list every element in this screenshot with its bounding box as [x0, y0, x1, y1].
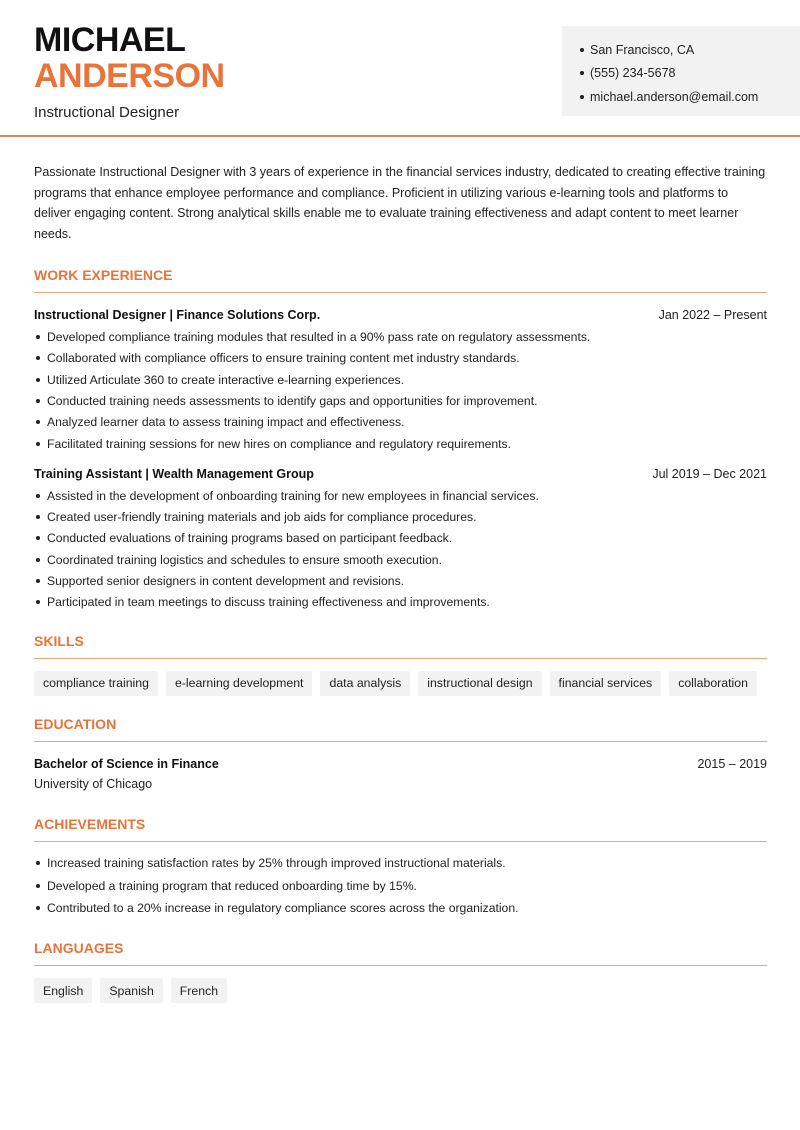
list-item — [34, 390, 767, 411]
summary: Passionate Instructional Designer with 3 years of experience in the financial services industry, dedicated to creating effective training programs that enhance employee performance and compliance. Proficient in utilizing various e-learning tools and platforms to deliver engaging content. Strong analytical skills enable me to evaluate training effectiveness and adapt content to meet learner needs. — [34, 165, 766, 241]
contact-phone-text: (555) 234-5678 — [590, 66, 676, 81]
list-item-text: Developed a training program that reduced onboarding time by 15%. — [47, 878, 417, 893]
list-item — [34, 549, 767, 570]
first-name: MICHAEL — [34, 21, 186, 59]
list-item — [34, 874, 767, 897]
list-item — [34, 485, 767, 506]
job-header — [34, 308, 767, 322]
job-bullets — [34, 485, 767, 613]
list-item-text: Created user-friendly training materials and job aids for compliance procedures. — [47, 510, 477, 525]
section-title-skills: SKILLS — [34, 633, 767, 659]
skill-tag: data analysis — [320, 671, 410, 696]
contact-location-text: San Francisco, CA — [590, 42, 695, 57]
job-dates: Jan 2022 – Present — [658, 308, 767, 323]
list-item-text: Analyzed learner data to assess training impact and effectiveness. — [47, 415, 405, 430]
skill-tag: compliance training — [34, 671, 158, 696]
name-block — [34, 22, 225, 121]
job-bullets — [34, 326, 767, 454]
education-header — [34, 757, 767, 771]
list-item-text: Conducted evaluations of training programs based on participant feedback. — [47, 531, 453, 546]
bullet-icon — [36, 536, 40, 540]
language-tag: French — [171, 978, 227, 1003]
job-title: Instructional Designer — [34, 104, 180, 121]
bullet-icon — [36, 378, 40, 382]
list-item — [34, 433, 767, 454]
list-item — [34, 570, 767, 591]
education-dates: 2015 – 2019 — [697, 756, 767, 771]
list-item-text: Participated in team meetings to discuss training effectiveness and improvements. — [47, 595, 490, 610]
bullet-icon — [36, 494, 40, 498]
section-title-achievements: ACHIEVEMENTS — [34, 816, 767, 842]
skill-tag: financial services — [550, 671, 662, 696]
list-item — [34, 528, 767, 549]
bullet-icon — [36, 600, 40, 604]
bullet-icon — [580, 95, 584, 99]
languages-list — [34, 978, 767, 1003]
section-title-languages: LANGUAGES — [34, 940, 767, 966]
job-entry — [34, 308, 767, 454]
job-dates: Jul 2019 – Dec 2021 — [652, 467, 767, 482]
resume-body — [34, 162, 767, 1003]
bullet-icon — [36, 579, 40, 583]
job-role: Instructional Designer | Finance Solutions Corp. — [34, 308, 321, 323]
section-title-education: EDUCATION — [34, 716, 767, 742]
job-entry — [34, 467, 767, 613]
bullet-icon — [36, 399, 40, 403]
list-item-text: Coordinated training logistics and schedules to ensure smooth execution. — [47, 552, 442, 567]
list-item-text: Developed compliance training modules that resulted in a 90% pass rate on regulatory assessments. — [47, 330, 591, 345]
contact-email-text: michael.anderson@email.com — [590, 89, 759, 104]
job-header — [34, 467, 767, 481]
bullet-icon — [36, 442, 40, 446]
list-item-text: Facilitated training sessions for new hires on compliance and regulatory requirements. — [47, 436, 512, 451]
bullet-icon — [36, 356, 40, 360]
list-item-text: Collaborated with compliance officers to ensure training content met industry standards. — [47, 351, 520, 366]
contact-location — [580, 38, 800, 62]
bullet-icon — [36, 515, 40, 519]
list-item — [34, 592, 767, 613]
list-item-text: Contributed to a 20% increase in regulatory compliance scores across the organization. — [47, 901, 519, 916]
bullet-icon — [36, 420, 40, 424]
bullet-icon — [36, 884, 40, 888]
job-role: Training Assistant | Wealth Management Group — [34, 467, 314, 482]
contact-box — [562, 26, 800, 116]
list-item-text: Supported senior designers in content development and revisions. — [47, 573, 405, 588]
bullet-icon — [36, 335, 40, 339]
resume-header — [0, 0, 800, 137]
list-item — [34, 369, 767, 390]
skill-tag: e-learning development — [166, 671, 313, 696]
list-item-text: Assisted in the development of onboarding training for new employees in financial services. — [47, 488, 539, 503]
bullet-icon — [36, 861, 40, 865]
list-item-text: Increased training satisfaction rates by 25% through improved instructional materials. — [47, 856, 506, 871]
contact-phone — [580, 62, 800, 86]
education-degree: Bachelor of Science in Finance — [34, 756, 219, 771]
section-title-work: WORK EXPERIENCE — [34, 267, 767, 293]
list-item — [34, 412, 767, 433]
list-item — [34, 326, 767, 347]
list-item-text: Utilized Articulate 360 to create interactive e-learning experiences. — [47, 372, 405, 387]
bullet-icon — [580, 71, 584, 75]
skill-tag: collaboration — [669, 671, 757, 696]
contact-email — [580, 85, 800, 109]
list-item — [34, 852, 767, 875]
list-item — [34, 348, 767, 369]
list-item — [34, 897, 767, 920]
list-item-text: Conducted training needs assessments to identify gaps and opportunities for improvement. — [47, 393, 538, 408]
achievements-list — [34, 852, 767, 920]
last-name: ANDERSON — [34, 57, 225, 95]
education-school: University of Chicago — [34, 776, 153, 791]
education-entry — [34, 757, 767, 791]
language-tag: Spanish — [100, 978, 162, 1003]
bullet-icon — [36, 906, 40, 910]
bullet-icon — [580, 48, 584, 52]
language-tag: English — [34, 978, 92, 1003]
list-item — [34, 506, 767, 527]
skills-list — [34, 671, 767, 696]
skill-tag: instructional design — [418, 671, 541, 696]
bullet-icon — [36, 558, 40, 562]
